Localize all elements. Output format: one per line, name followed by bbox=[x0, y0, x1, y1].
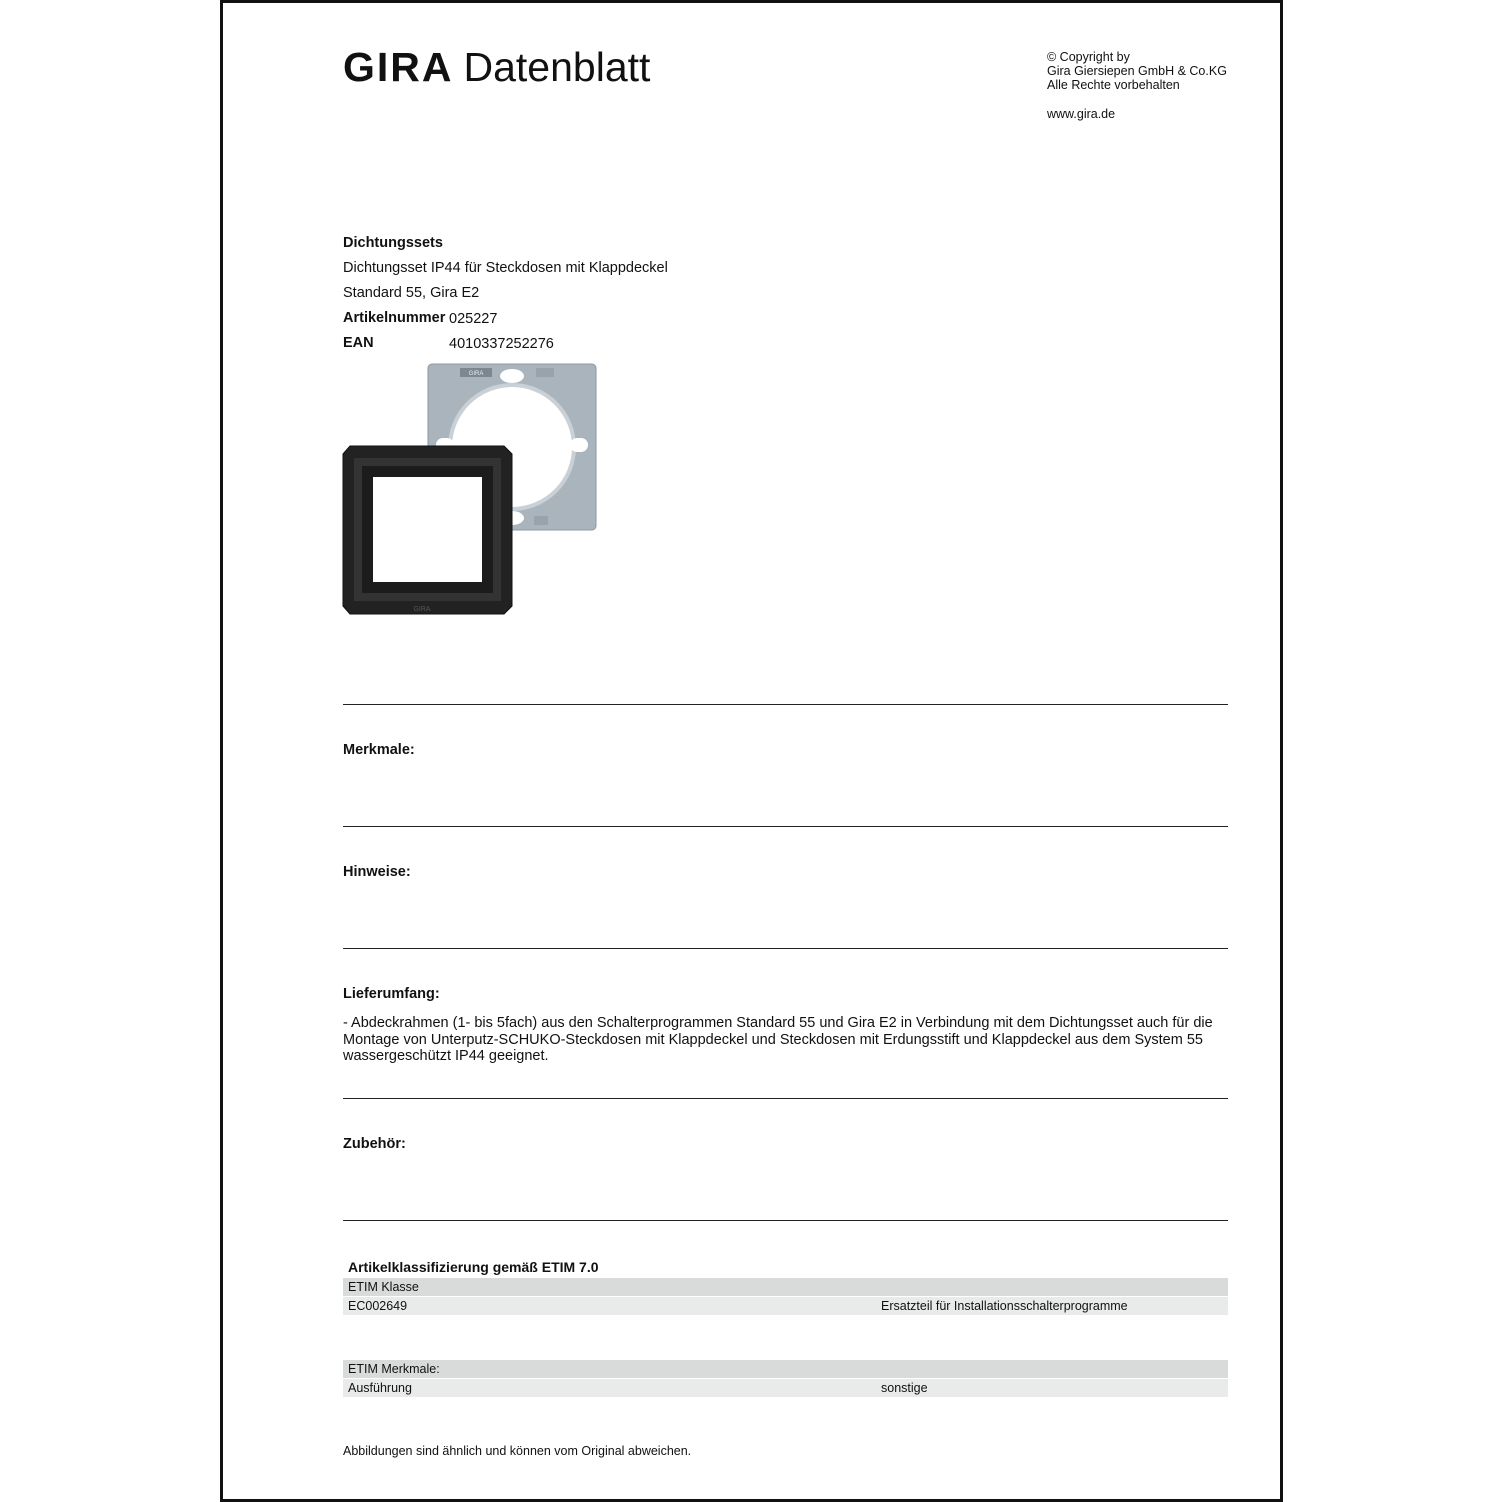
page-title bbox=[343, 44, 650, 90]
divider bbox=[343, 1098, 1228, 1099]
brand-logo: GIRA bbox=[343, 44, 454, 90]
plate-brand-mark: GIRA bbox=[468, 371, 484, 377]
divider bbox=[343, 948, 1228, 949]
divider bbox=[343, 826, 1228, 827]
article-number-value: 025227 bbox=[449, 311, 498, 327]
footer-disclaimer: Abbildungen sind ähnlich und können vom Original abweichen. bbox=[343, 1444, 692, 1458]
etim-feature-value: sonstige bbox=[881, 1381, 928, 1395]
ean-value: 4010337252276 bbox=[449, 336, 554, 352]
frame-brand-mark: GIRA bbox=[413, 606, 431, 613]
copyright-line-1: © Copyright by bbox=[1047, 50, 1130, 64]
etim-feature-row bbox=[343, 1379, 1228, 1397]
etim-class-header: ETIM Klasse bbox=[348, 1280, 419, 1294]
product-name-line1: Dichtungsset IP44 für Steckdosen mit Klappdeckel bbox=[343, 260, 668, 276]
ean-label: EAN bbox=[343, 335, 374, 351]
hinweise-heading: Hinweise: bbox=[343, 864, 411, 880]
etim-feature-name: Ausführung bbox=[348, 1381, 412, 1395]
product-category: Dichtungssets bbox=[343, 235, 443, 251]
etim-class-name: Ersatzteil für Installationsschalterprogramme bbox=[881, 1299, 1128, 1313]
etim-class-header-row bbox=[343, 1278, 1228, 1296]
zubehoer-heading: Zubehör: bbox=[343, 1136, 406, 1152]
etim-title: Artikelklassifizierung gemäß ETIM 7.0 bbox=[348, 1259, 599, 1275]
product-name-line2: Standard 55, Gira E2 bbox=[343, 285, 480, 301]
etim-features-header: ETIM Merkmale: bbox=[348, 1362, 440, 1376]
copyright-line-3: Alle Rechte vorbehalten bbox=[1047, 78, 1180, 92]
divider bbox=[343, 704, 1228, 705]
etim-class-code: EC002649 bbox=[348, 1299, 408, 1313]
article-number-label: Artikelnummer bbox=[343, 310, 446, 326]
product-image bbox=[340, 360, 600, 620]
etim-features-header-row bbox=[343, 1360, 1228, 1378]
document-type: Datenblatt bbox=[463, 44, 651, 90]
merkmale-heading: Merkmale: bbox=[343, 742, 415, 758]
copyright-line-2: Gira Giersiepen GmbH & Co.KG bbox=[1047, 64, 1227, 78]
lieferumfang-heading: Lieferumfang: bbox=[343, 986, 440, 1002]
divider bbox=[343, 1220, 1228, 1221]
lieferumfang-text: - Abdeckrahmen (1- bis 5fach) aus den Schalterprogrammen Standard 55 und Gira E2 in Verbindung mit dem Dichtungsset auch für die Montage von Unterputz-SCHUKO-Steckdosen mit Klappdeckel und Steckdosen mit Erdungsstift und Klappdeckel aus dem System 55 wassergeschützt IP44 geeignet. bbox=[343, 1015, 1213, 1064]
product-illustration bbox=[340, 360, 600, 620]
website-link[interactable]: www.gira.de bbox=[1047, 107, 1116, 121]
gasket-frame-graphic bbox=[343, 446, 512, 614]
etim-class-row bbox=[343, 1297, 1228, 1315]
